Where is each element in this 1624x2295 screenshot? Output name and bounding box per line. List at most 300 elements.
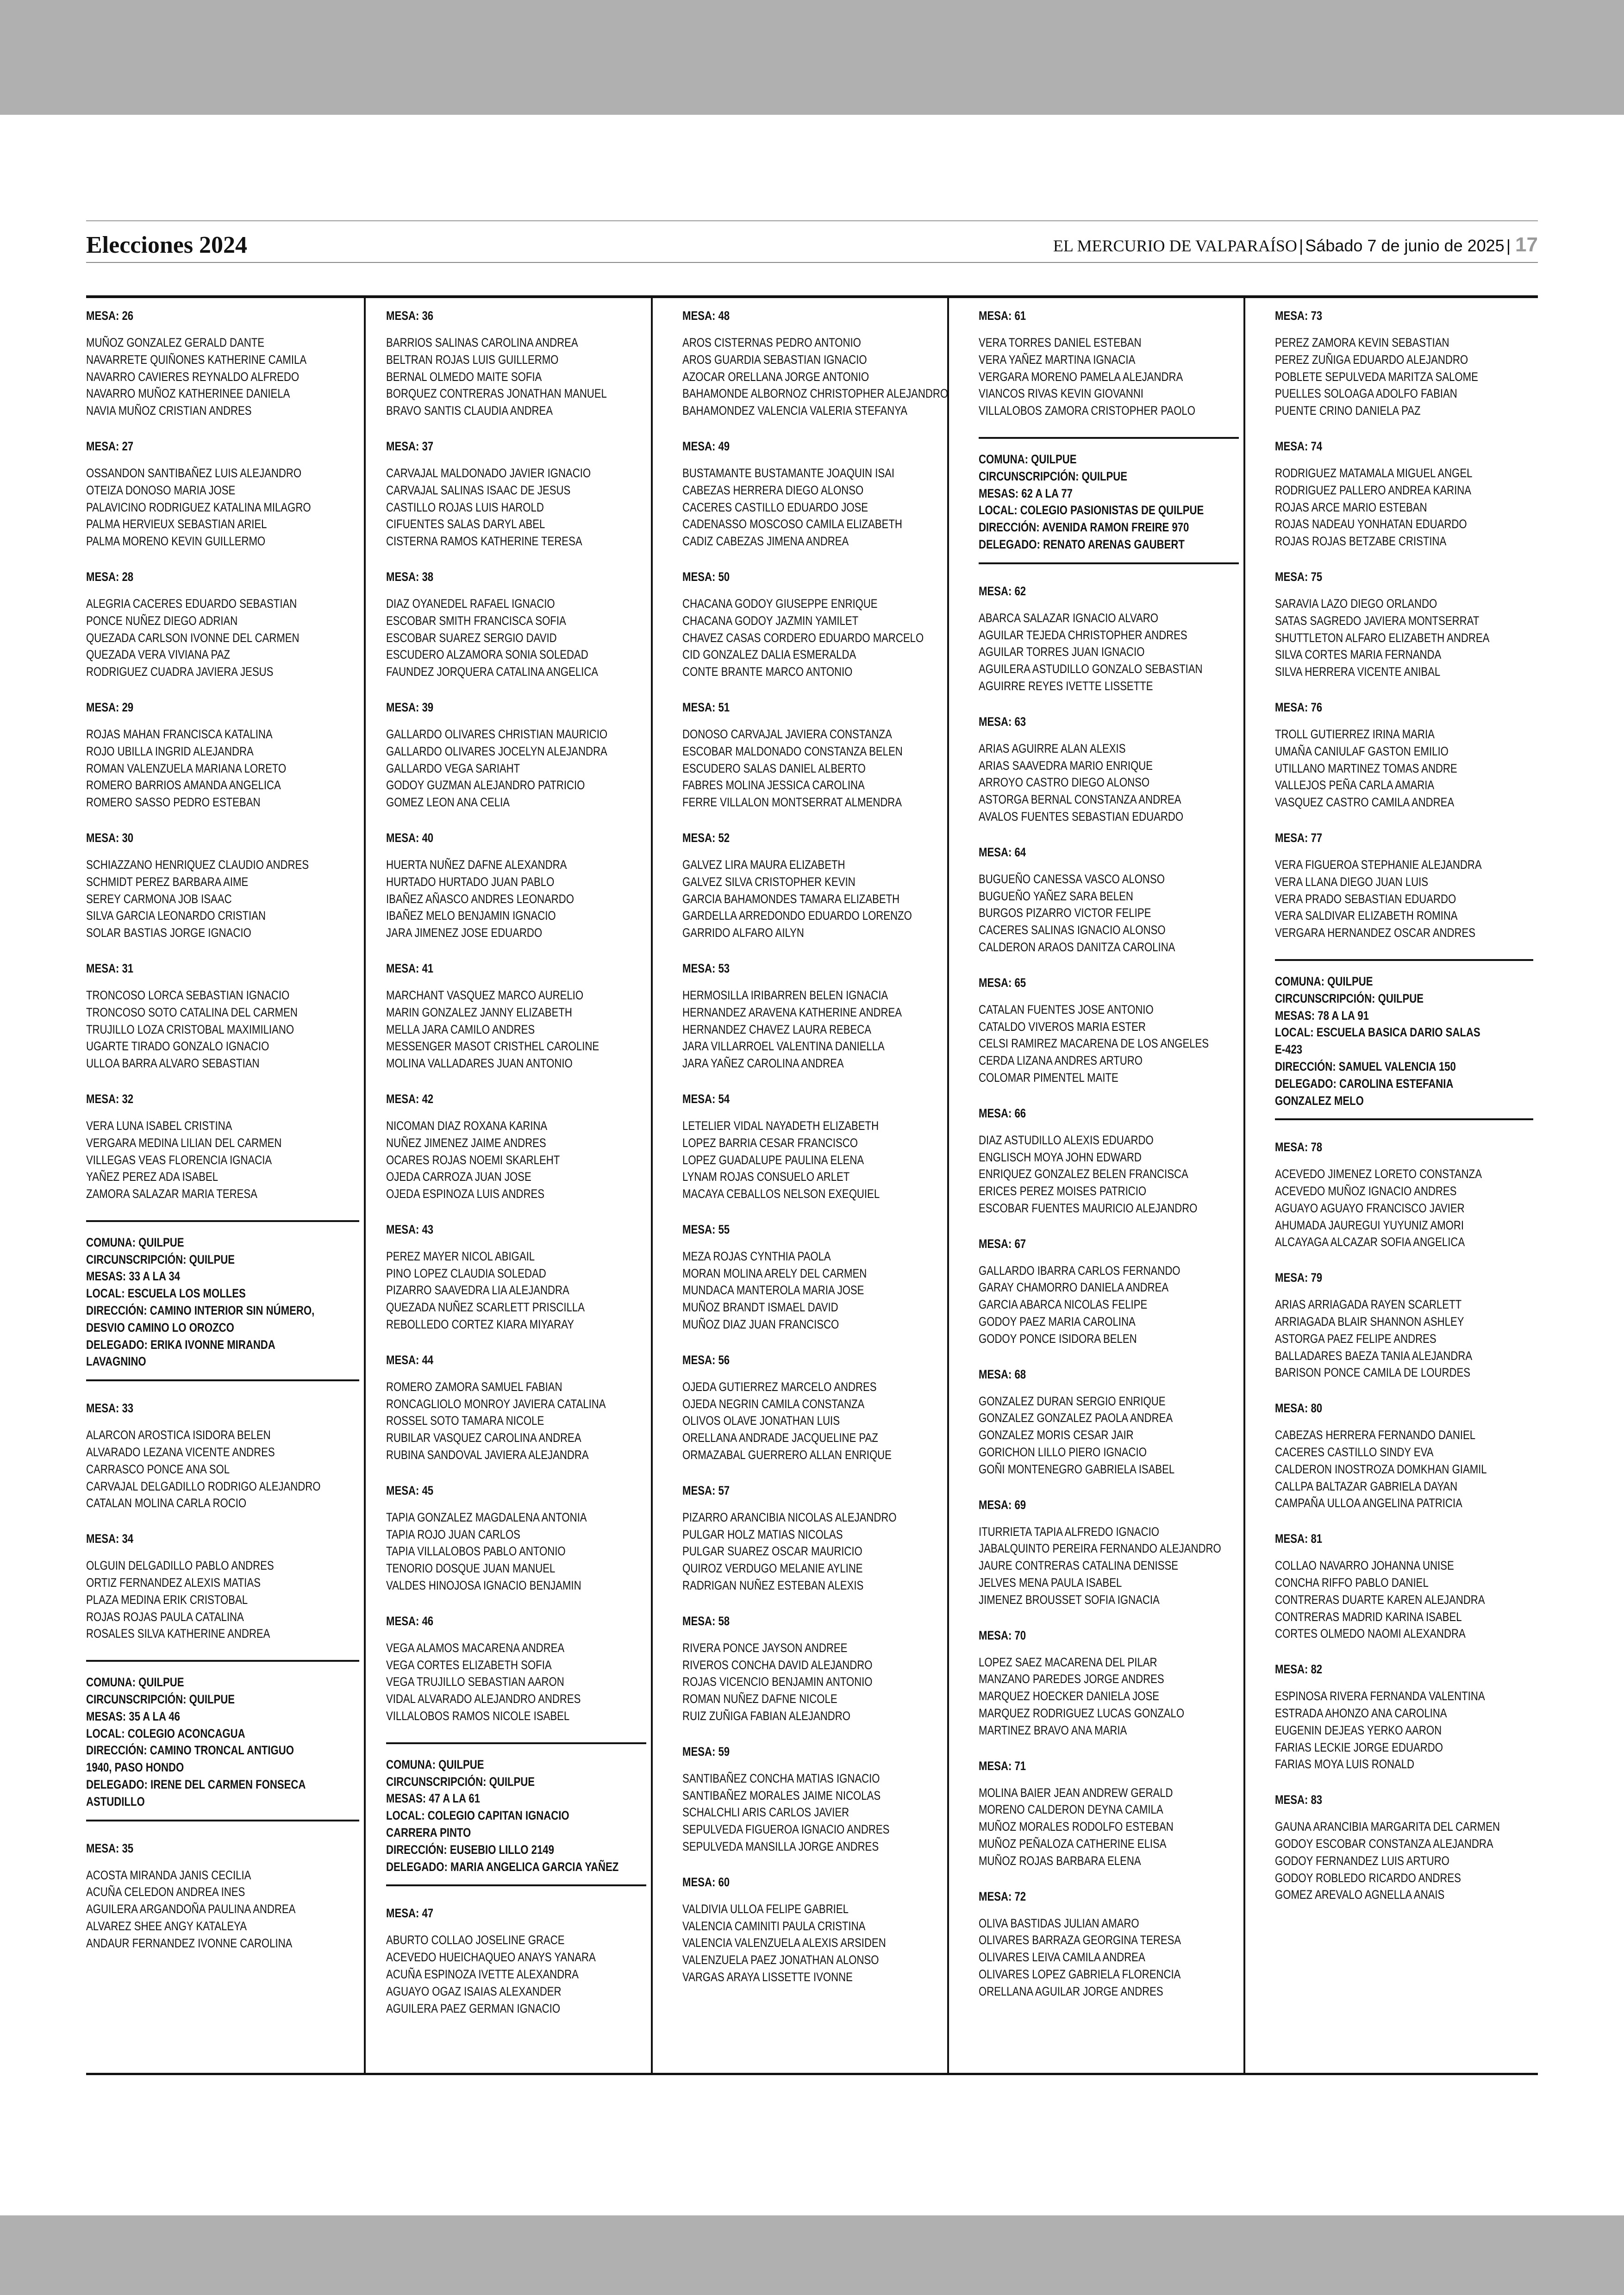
voter-name: PULGAR HOLZ MATIAS NICOLAS bbox=[682, 1527, 843, 1541]
mesa-label: MESA: 47 bbox=[386, 1906, 434, 1921]
voter-list bbox=[86, 987, 359, 1072]
voter-name: OLIVARES BARRAZA GEORGINA TERESA bbox=[979, 1933, 1181, 1947]
voter-name: GAUNA ARANCIBIA MARGARITA DEL CARMEN bbox=[1275, 1820, 1500, 1834]
mesa-label: MESA: 32 bbox=[86, 1091, 134, 1106]
mesa-label: MESA: 78 bbox=[1275, 1140, 1323, 1154]
voter-list bbox=[386, 987, 646, 1072]
voter-name: MUÑOZ PEÑALOZA CATHERINE ELISA bbox=[979, 1837, 1167, 1851]
voter-name: TRONCOSO LORCA SEBASTIAN IGNACIO bbox=[86, 988, 290, 1002]
voter-list bbox=[86, 334, 359, 419]
voter-name: CID GONZALEZ DALIA ESMERALDA bbox=[682, 648, 856, 662]
voter-name: NAVARRETE QUIÑONES KATHERINE CAMILA bbox=[86, 352, 307, 367]
voter-name: MUÑOZ DIAZ JUAN FRANCISCO bbox=[682, 1317, 839, 1332]
voter-name: BUGUEÑO CANESSA VASCO ALONSO bbox=[979, 872, 1165, 886]
voter-list bbox=[386, 1248, 646, 1333]
voter-name: VERA LUNA ISABEL CRISTINA bbox=[86, 1118, 232, 1133]
voter-name: ROJO UBILLA INGRID ALEJANDRA bbox=[86, 744, 254, 758]
voter-name: VERA YAÑEZ MARTINA IGNACIA bbox=[979, 352, 1136, 367]
mesa-label: MESA: 29 bbox=[86, 700, 134, 714]
voter-name: SEREY CARMONA JOB ISAAC bbox=[86, 892, 232, 906]
voter-name: CIFUENTES SALAS DARYL ABEL bbox=[386, 517, 545, 531]
voter-name: PUELLES SOLOAGA ADOLFO FABIAN bbox=[1275, 387, 1457, 401]
voter-name: ROJAS ROJAS BETZABE CRISTINA bbox=[1275, 534, 1447, 549]
voter-list bbox=[682, 726, 943, 811]
info-line: DIRECCIÓN: AVENIDA RAMON FREIRE 970 bbox=[979, 520, 1189, 535]
voter-name: LOPEZ GUADALUPE PAULINA ELENA bbox=[682, 1153, 864, 1167]
voter-name: OCARES ROJAS NOEMI SKARLEHT bbox=[386, 1153, 560, 1167]
voter-name: VERA SALDIVAR ELIZABETH ROMINA bbox=[1275, 909, 1458, 923]
voter-name: PALMA MORENO KEVIN GUILLERMO bbox=[86, 534, 266, 549]
voter-list bbox=[979, 1654, 1239, 1739]
voter-name: RODRIGUEZ MATAMALA MIGUEL ANGEL bbox=[1275, 466, 1473, 480]
voter-name: GARRIDO ALFARO AILYN bbox=[682, 926, 804, 940]
voter-list bbox=[386, 1509, 646, 1594]
voter-list bbox=[979, 334, 1239, 419]
voter-name: ORMAZABAL GUERRERO ALLAN ENRIQUE bbox=[682, 1448, 892, 1462]
voter-list bbox=[682, 334, 949, 419]
column-4 bbox=[966, 298, 1245, 2073]
mesa-label: MESA: 57 bbox=[682, 1483, 730, 1497]
voter-name: UMAÑA CANIULAF GASTON EMILIO bbox=[1275, 744, 1449, 758]
voter-name: AHUMADA JAUREGUI YUYUNIZ AMORI bbox=[1275, 1218, 1464, 1232]
mesa-label: MESA: 76 bbox=[1275, 700, 1323, 714]
voter-name: ULLOA BARRA ALVARO SEBASTIAN bbox=[86, 1056, 260, 1071]
voter-name: TRUJILLO LOZA CRISTOBAL MAXIMILIANO bbox=[86, 1022, 294, 1036]
voter-list bbox=[386, 465, 646, 550]
voter-name: MORAN MOLINA ARELY DEL CARMEN bbox=[682, 1266, 867, 1280]
separator: | bbox=[1299, 236, 1304, 255]
info-line: COMUNA: QUILPUE bbox=[86, 1675, 184, 1690]
voter-name: ALEGRIA CACERES EDUARDO SEBASTIAN bbox=[86, 596, 297, 611]
voter-name: COLLAO NAVARRO JOHANNA UNISE bbox=[1275, 1559, 1454, 1573]
voter-name: PLAZA MEDINA ERIK CRISTOBAL bbox=[86, 1592, 248, 1607]
voter-name: CATALAN MOLINA CARLA ROCIO bbox=[86, 1496, 247, 1510]
voter-name: NICOMAN DIAZ ROXANA KARINA bbox=[386, 1118, 548, 1133]
mesa-label: MESA: 70 bbox=[979, 1628, 1026, 1642]
voter-name: BALLADARES BAEZA TANIA ALEJANDRA bbox=[1275, 1348, 1473, 1363]
voter-list bbox=[1275, 1557, 1533, 1642]
voter-name: ESPINOSA RIVERA FERNANDA VALENTINA bbox=[1275, 1689, 1485, 1703]
mesa-label: MESA: 46 bbox=[386, 1614, 434, 1628]
voter-list bbox=[682, 1770, 943, 1855]
mesa-label: MESA: 68 bbox=[979, 1367, 1026, 1381]
voter-name: ABURTO COLLAO JOSELINE GRACE bbox=[386, 1933, 565, 1947]
voter-name: QUIROZ VERDUGO MELANIE AYLINE bbox=[682, 1561, 863, 1576]
voter-name: VIDAL ALVARADO ALEJANDRO ANDRES bbox=[386, 1692, 581, 1706]
mesa-label: MESA: 49 bbox=[682, 439, 730, 453]
page-header bbox=[86, 220, 1538, 266]
voter-name: OLIVARES LEIVA CAMILA ANDREA bbox=[979, 1950, 1145, 1964]
voter-name: CONTRERAS MADRID KARINA ISABEL bbox=[1275, 1609, 1462, 1624]
info-line: DIRECCIÓN: CAMINO INTERIOR SIN NÚMERO, bbox=[86, 1303, 315, 1318]
voter-name: VEGA TRUJILLO SEBASTIAN AARON bbox=[386, 1675, 564, 1689]
voter-name: ORELLANA AGUILAR JORGE ANDRES bbox=[979, 1984, 1163, 1998]
voter-list bbox=[682, 987, 943, 1072]
voter-name: GARCIA BAHAMONDES TAMARA ELIZABETH bbox=[682, 892, 900, 906]
voter-name: ARRIAGADA BLAIR SHANNON ASHLEY bbox=[1275, 1315, 1464, 1329]
voter-list bbox=[386, 1378, 646, 1464]
column-5 bbox=[1262, 298, 1538, 2073]
bottom-rule bbox=[86, 2073, 1538, 2075]
voter-name: CACERES CASTILLO SINDY EVA bbox=[1275, 1445, 1434, 1459]
voter-name: MARTINEZ BRAVO ANA MARIA bbox=[979, 1723, 1127, 1737]
voter-name: AGUAYO AGUAYO FRANCISCO JAVIER bbox=[1275, 1201, 1465, 1215]
voter-name: MUÑOZ ROJAS BARBARA ELENA bbox=[979, 1853, 1141, 1868]
voter-name: ACEVEDO JIMENEZ LORETO CONSTANZA bbox=[1275, 1167, 1482, 1181]
publication-name: EL MERCURIO DE VALPARAÍSO bbox=[1053, 237, 1297, 255]
voter-list bbox=[682, 1901, 943, 1986]
polling-location-info bbox=[1275, 959, 1533, 1120]
voter-name: VARGAS ARAYA LISSETTE IVONNE bbox=[682, 1970, 853, 1984]
mesa-label: MESA: 61 bbox=[979, 309, 1026, 323]
voter-name: VERGARA MEDINA LILIAN DEL CARMEN bbox=[86, 1135, 282, 1150]
voter-list bbox=[86, 465, 359, 550]
voter-name: MARQUEZ RODRIGUEZ LUCAS GONZALO bbox=[979, 1706, 1185, 1721]
voter-name: PALMA HERVIEUX SEBASTIAN ARIEL bbox=[86, 517, 267, 531]
voter-list bbox=[682, 465, 943, 550]
voter-name: CERDA LIZANA ANDRES ARTURO bbox=[979, 1054, 1143, 1068]
voter-name: PEREZ ZUÑIGA EDUARDO ALEJANDRO bbox=[1275, 352, 1468, 367]
voter-name: ROSALES SILVA KATHERINE ANDREA bbox=[86, 1627, 270, 1641]
voter-name: GODOY PAEZ MARIA CAROLINA bbox=[979, 1315, 1136, 1329]
mesa-label: MESA: 58 bbox=[682, 1614, 730, 1628]
voter-name: JAURE CONTRERAS CATALINA DENISSE bbox=[979, 1559, 1178, 1573]
info-line: LOCAL: COLEGIO ACONCAGUA bbox=[86, 1726, 245, 1740]
mesa-label: MESA: 80 bbox=[1275, 1401, 1323, 1416]
voter-name: MACAYA CEBALLOS NELSON EXEQUIEL bbox=[682, 1187, 880, 1201]
voter-name: NAVARRO MUÑOZ KATHERINEE DANIELA bbox=[86, 387, 290, 401]
mesa-label: MESA: 75 bbox=[1275, 569, 1323, 584]
info-line: DIRECCIÓN: SAMUEL VALENCIA 150 bbox=[1275, 1059, 1456, 1073]
voter-name: AGUIRRE REYES IVETTE LISSETTE bbox=[979, 679, 1153, 693]
voter-name: ENGLISCH MOYA JOHN EDWARD bbox=[979, 1150, 1142, 1164]
voter-name: ALARCON AROSTICA ISIDORA BELEN bbox=[86, 1428, 271, 1442]
info-line: CIRCUNSCRIPCIÓN: QUILPUE bbox=[979, 469, 1128, 483]
mesa-label: MESA: 66 bbox=[979, 1106, 1026, 1120]
voter-name: CARVAJAL MALDONADO JAVIER IGNACIO bbox=[386, 466, 591, 480]
voter-list bbox=[979, 1262, 1239, 1347]
column-3 bbox=[669, 298, 949, 2073]
voter-name: ESCUDERO ALZAMORA SONIA SOLEDAD bbox=[386, 648, 588, 662]
voter-name: POBLETE SEPULVEDA MARITZA SALOME bbox=[1275, 369, 1478, 384]
voter-name: PIZARRO SAAVEDRA LIA ALEJANDRA bbox=[386, 1283, 569, 1297]
mesa-label: MESA: 52 bbox=[682, 830, 730, 845]
voter-list bbox=[682, 1248, 943, 1333]
mesa-label: MESA: 48 bbox=[682, 309, 730, 323]
voter-name: ANDAUR FERNANDEZ IVONNE CAROLINA bbox=[86, 1936, 293, 1950]
voter-name: MARQUEZ HOECKER DANIELA JOSE bbox=[979, 1689, 1159, 1703]
voter-list bbox=[1275, 856, 1533, 942]
mesa-label: MESA: 45 bbox=[386, 1483, 434, 1497]
mesa-label: MESA: 64 bbox=[979, 845, 1026, 859]
voter-name: CARVAJAL DELGADILLO RODRIGO ALEJANDRO bbox=[86, 1479, 321, 1493]
voter-name: HURTADO HURTADO JUAN PABLO bbox=[386, 874, 555, 889]
voter-name: SCHALCHLI ARIS CARLOS JAVIER bbox=[682, 1805, 849, 1820]
voter-list bbox=[682, 595, 943, 680]
voter-name: PEREZ ZAMORA KEVIN SEBASTIAN bbox=[1275, 336, 1449, 349]
column-2 bbox=[373, 298, 653, 2073]
voter-name: ALVARADO LEZANA VICENTE ANDRES bbox=[86, 1445, 275, 1459]
mesa-label: MESA: 35 bbox=[86, 1841, 134, 1855]
header-rule bbox=[86, 262, 1538, 263]
voter-name: AGUILERA ASTUDILLO GONZALO SEBASTIAN bbox=[979, 662, 1203, 676]
voter-name: HUERTA NUÑEZ DAFNE ALEXANDRA bbox=[386, 857, 567, 872]
voter-list bbox=[1275, 1427, 1533, 1512]
voter-name: RIVERA PONCE JAYSON ANDREE bbox=[682, 1640, 848, 1655]
voter-name: QUEZADA NUÑEZ SCARLETT PRISCILLA bbox=[386, 1300, 585, 1315]
mesa-label: MESA: 33 bbox=[86, 1401, 134, 1416]
voter-name: VASQUEZ CASTRO CAMILA ANDREA bbox=[1275, 795, 1455, 810]
voter-name: VERA LLANA DIEGO JUAN LUIS bbox=[1275, 874, 1428, 889]
voter-name: GARAY CHAMORRO DANIELA ANDREA bbox=[979, 1280, 1169, 1295]
voter-name: ABARCA SALAZAR IGNACIO ALVARO bbox=[979, 611, 1158, 625]
voter-name: ROJAS MAHAN FRANCISCA KATALINA bbox=[86, 727, 273, 741]
voter-name: VALENCIA VALENZUELA ALEXIS ARSIDEN bbox=[682, 1936, 886, 1950]
voter-name: PIZARRO ARANCIBIA NICOLAS ALEJANDRO bbox=[682, 1510, 897, 1524]
info-line: DIRECCIÓN: CAMINO TRONCAL ANTIGUO bbox=[86, 1743, 294, 1758]
voter-name: ALCAYAGA ALCAZAR SOFIA ANGELICA bbox=[1275, 1235, 1465, 1249]
mesa-label: MESA: 67 bbox=[979, 1236, 1026, 1251]
voter-name: ZAMORA SALAZAR MARIA TERESA bbox=[86, 1187, 257, 1201]
voter-name: CABEZAS HERRERA FERNANDO DANIEL bbox=[1275, 1428, 1476, 1442]
mesa-label: MESA: 53 bbox=[682, 961, 730, 975]
voter-name: RADRIGAN NUÑEZ ESTEBAN ALEXIS bbox=[682, 1578, 864, 1593]
voter-list bbox=[682, 1117, 943, 1203]
voter-name: PEREZ MAYER NICOL ABIGAIL bbox=[386, 1249, 535, 1263]
voter-name: FAUNDEZ JORQUERA CATALINA ANGELICA bbox=[386, 665, 599, 679]
voter-name: EUGENIN DEJEAS YERKO AARON bbox=[1275, 1723, 1442, 1737]
voter-name: NUÑEZ JIMENEZ JAIME ANDRES bbox=[386, 1135, 546, 1150]
voter-name: CACERES SALINAS IGNACIO ALONSO bbox=[979, 923, 1166, 937]
voter-name: LOPEZ SAEZ MACARENA DEL PILAR bbox=[979, 1655, 1157, 1669]
info-line: MESAS: 62 A LA 77 bbox=[979, 486, 1073, 500]
voter-list bbox=[1275, 1166, 1533, 1251]
voter-name: RUIZ ZUÑIGA FABIAN ALEJANDRO bbox=[682, 1709, 850, 1723]
voter-name: ESTRADA AHONZO ANA CAROLINA bbox=[1275, 1706, 1447, 1721]
voter-name: LETELIER VIDAL NAYADETH ELIZABETH bbox=[682, 1118, 879, 1133]
voter-name: OLIVA BASTIDAS JULIAN AMARO bbox=[979, 1916, 1139, 1930]
voter-name: GALVEZ SILVA CRISTOPHER KEVIN bbox=[682, 874, 856, 889]
voter-list bbox=[979, 871, 1239, 956]
voter-name: SILVA GARCIA LEONARDO CRISTIAN bbox=[86, 909, 266, 923]
voter-name: JARA VILLARROEL VALENTINA DANIELLA bbox=[682, 1039, 885, 1054]
voter-list bbox=[1275, 595, 1533, 680]
voter-list bbox=[979, 1915, 1239, 2000]
voter-name: ROJAS VICENCIO BENJAMIN ANTONIO bbox=[682, 1675, 873, 1689]
voter-list bbox=[1275, 726, 1533, 811]
info-line: LOCAL: COLEGIO CAPITAN IGNACIO bbox=[386, 1809, 569, 1823]
voter-list bbox=[979, 1132, 1239, 1217]
mesa-label: MESA: 54 bbox=[682, 1091, 730, 1106]
voter-name: CELSI RAMIREZ MACARENA DE LOS ANGELES bbox=[979, 1036, 1209, 1051]
info-line: DELEGADO: RENATO ARENAS GAUBERT bbox=[979, 537, 1185, 551]
voter-name: MUNDACA MANTEROLA MARIA JOSE bbox=[682, 1283, 864, 1297]
voter-name: PUENTE CRINO DANIELA PAZ bbox=[1275, 404, 1421, 418]
mesa-label: MESA: 28 bbox=[86, 569, 134, 584]
voter-name: GODOY ESCOBAR CONSTANZA ALEJANDRA bbox=[1275, 1837, 1493, 1851]
voter-name: FERRE VILLALON MONTSERRAT ALMENDRA bbox=[682, 795, 902, 810]
voter-name: VILLALOBOS RAMOS NICOLE ISABEL bbox=[386, 1709, 570, 1723]
voter-name: MARIN GONZALEZ JANNY ELIZABETH bbox=[386, 1005, 572, 1019]
voter-name: AGUILAR TORRES JUAN IGNACIO bbox=[979, 645, 1145, 659]
voter-list bbox=[1275, 1688, 1533, 1773]
voter-name: NAVIA MUÑOZ CRISTIAN ANDRES bbox=[86, 404, 252, 418]
voter-name: RODRIGUEZ PALLERO ANDREA KARINA bbox=[1275, 483, 1472, 497]
voter-name: OLIVARES LOPEZ GABRIELA FLORENCIA bbox=[979, 1967, 1181, 1981]
voter-name: SILVA HERRERA VICENTE ANIBAL bbox=[1275, 665, 1441, 679]
voter-list bbox=[979, 740, 1239, 825]
voter-name: VEGA CORTES ELIZABETH SOFIA bbox=[386, 1658, 552, 1672]
mesa-label: MESA: 81 bbox=[1275, 1532, 1323, 1546]
voter-name: ARIAS AGUIRRE ALAN ALEXIS bbox=[979, 741, 1126, 755]
voter-name: ROJAS ROJAS PAULA CATALINA bbox=[86, 1609, 244, 1624]
voter-name: AGUILAR TEJEDA CHRISTOPHER ANDRES bbox=[979, 628, 1187, 642]
polling-location-info bbox=[386, 1742, 646, 1887]
mesa-label: MESA: 43 bbox=[386, 1222, 434, 1236]
voter-name: ALVAREZ SHEE ANGY KATALEYA bbox=[86, 1919, 247, 1933]
voter-name: JARA JIMENEZ JOSE EDUARDO bbox=[386, 926, 543, 940]
voter-list bbox=[1275, 1818, 1533, 1903]
voter-name: CACERES CASTILLO EDUARDO JOSE bbox=[682, 500, 868, 514]
column-1 bbox=[86, 298, 366, 2073]
voter-name: MOLINA VALLADARES JUAN ANTONIO bbox=[386, 1056, 573, 1071]
voter-name: GALLARDO OLIVARES JOCELYN ALEJANDRA bbox=[386, 744, 607, 758]
info-line: CARRERA PINTO bbox=[386, 1826, 471, 1840]
info-line: DELEGADO: ERIKA IVONNE MIRANDA bbox=[86, 1337, 275, 1352]
voter-name: MANZANO PAREDES JORGE ANDRES bbox=[979, 1672, 1164, 1686]
voter-name: TAPIA GONZALEZ MAGDALENA ANTONIA bbox=[386, 1510, 587, 1524]
info-line: LOCAL: ESCUELA LOS MOLLES bbox=[86, 1286, 246, 1301]
voter-name: CORTES OLMEDO NAOMI ALEXANDRA bbox=[1275, 1627, 1466, 1641]
voter-name: OLIVOS OLAVE JONATHAN LUIS bbox=[682, 1414, 840, 1428]
voter-list bbox=[386, 1932, 646, 2017]
voter-name: LYNAM ROJAS CONSUELO ARLET bbox=[682, 1170, 850, 1184]
mesa-label: MESA: 77 bbox=[1275, 830, 1323, 845]
voter-name: CARVAJAL SALINAS ISAAC DE JESUS bbox=[386, 483, 571, 497]
voter-name: CALLPA BALTAZAR GABRIELA DAYAN bbox=[1275, 1479, 1458, 1493]
mesa-label: MESA: 56 bbox=[682, 1353, 730, 1367]
separator: | bbox=[1506, 236, 1511, 255]
voter-name: MELLA JARA CAMILO ANDRES bbox=[386, 1022, 535, 1036]
info-line: 1940, PASO HONDO bbox=[86, 1760, 184, 1775]
mesa-label: MESA: 55 bbox=[682, 1222, 730, 1236]
voter-name: SOLAR BASTIAS JORGE IGNACIO bbox=[86, 926, 251, 940]
voter-name: UGARTE TIRADO GONZALO IGNACIO bbox=[86, 1039, 269, 1054]
page-number: 17 bbox=[1515, 233, 1538, 256]
mesa-label: MESA: 38 bbox=[386, 569, 434, 584]
voter-name: ROMERO ZAMORA SAMUEL FABIAN bbox=[386, 1379, 562, 1394]
voter-list bbox=[386, 1117, 646, 1203]
voter-name: OJEDA CARROZA JUAN JOSE bbox=[386, 1170, 531, 1184]
voter-name: ACEVEDO MUÑOZ IGNACIO ANDRES bbox=[1275, 1184, 1457, 1198]
voter-name: DIAZ OYANEDEL RAFAEL IGNACIO bbox=[386, 596, 555, 611]
voter-name: ORTIZ FERNANDEZ ALEXIS MATIAS bbox=[86, 1576, 261, 1590]
voter-name: BORQUEZ CONTRERAS JONATHAN MANUEL bbox=[386, 387, 607, 401]
mesa-label: MESA: 71 bbox=[979, 1759, 1026, 1773]
voter-name: SILVA CORTES MARIA FERNANDA bbox=[1275, 648, 1442, 662]
voter-list bbox=[86, 1557, 359, 1642]
voter-name: AROS GUARDIA SEBASTIAN IGNACIO bbox=[682, 352, 867, 367]
voter-name: SANTIBAÑEZ MORALES JAIME NICOLAS bbox=[682, 1788, 881, 1802]
voter-name: SCHMIDT PEREZ BARBARA AIME bbox=[86, 874, 249, 889]
voter-name: CARRASCO PONCE ANA SOL bbox=[86, 1462, 230, 1476]
voter-name: OTEIZA DONOSO MARIA JOSE bbox=[86, 483, 236, 497]
voter-name: SEPULVEDA MANSILLA JORGE ANDRES bbox=[682, 1840, 879, 1854]
mesa-label: MESA: 27 bbox=[86, 439, 134, 453]
voter-name: HERNANDEZ ARAVENA KATHERINE ANDREA bbox=[682, 1005, 902, 1019]
voter-name: FABRES MOLINA JESSICA CAROLINA bbox=[682, 778, 865, 792]
voter-list bbox=[86, 1117, 359, 1203]
voter-name: CABEZAS HERRERA DIEGO ALONSO bbox=[682, 483, 864, 497]
voter-name: ACOSTA MIRANDA JANIS CECILIA bbox=[86, 1868, 251, 1882]
voter-name: OSSANDON SANTIBAÑEZ LUIS ALEJANDRO bbox=[86, 466, 302, 480]
voter-name: MARCHANT VASQUEZ MARCO AURELIO bbox=[386, 988, 584, 1002]
voter-name: CALDERON ARAOS DANITZA CAROLINA bbox=[979, 940, 1175, 954]
voter-name: CHAVEZ CASAS CORDERO EDUARDO MARCELO bbox=[682, 630, 924, 645]
mesa-label: MESA: 62 bbox=[979, 584, 1026, 598]
section-title: Elecciones 2024 bbox=[86, 232, 248, 258]
publication-date: Sábado 7 de junio de 2025 bbox=[1305, 236, 1505, 255]
voter-name: VALENCIA CAMINITI PAULA CRISTINA bbox=[682, 1919, 866, 1933]
voter-name: CISTERNA RAMOS KATHERINE TERESA bbox=[386, 534, 582, 549]
mesa-label: MESA: 39 bbox=[386, 700, 434, 714]
voter-name: SHUTTLETON ALFARO ELIZABETH ANDREA bbox=[1275, 630, 1490, 645]
voter-name: RUBILAR VASQUEZ CAROLINA ANDREA bbox=[386, 1431, 581, 1445]
voter-name: SARAVIA LAZO DIEGO ORLANDO bbox=[1275, 596, 1437, 611]
info-line: LOCAL: COLEGIO PASIONISTAS DE QUILPUE bbox=[979, 503, 1204, 518]
voter-name: GONZALEZ DURAN SERGIO ENRIQUE bbox=[979, 1394, 1166, 1408]
voter-name: HERNANDEZ CHAVEZ LAURA REBECA bbox=[682, 1022, 872, 1036]
voter-name: VALENZUELA PAEZ JONATHAN ALONSO bbox=[682, 1953, 879, 1967]
voter-name: BUGUEÑO YAÑEZ SARA BELEN bbox=[979, 889, 1133, 903]
voter-list bbox=[979, 1523, 1239, 1609]
voter-list bbox=[86, 856, 359, 942]
voter-name: SEPULVEDA FIGUEROA IGNACIO ANDRES bbox=[682, 1822, 890, 1837]
voter-name: JIMENEZ BROUSSET SOFIA IGNACIA bbox=[979, 1592, 1160, 1607]
info-line: GONZALEZ MELO bbox=[1275, 1093, 1364, 1108]
voter-name: VILLALOBOS ZAMORA CRISTOPHER PAOLO bbox=[979, 404, 1195, 418]
voter-name: ARROYO CASTRO DIEGO ALONSO bbox=[979, 775, 1150, 790]
voter-name: GONZALEZ GONZALEZ PAOLA ANDREA bbox=[979, 1411, 1173, 1425]
voter-name: ERICES PEREZ MOISES PATRICIO bbox=[979, 1184, 1147, 1198]
voter-name: GOMEZ LEON ANA CELIA bbox=[386, 795, 510, 810]
voter-name: GODOY GUZMAN ALEJANDRO PATRICIO bbox=[386, 778, 585, 792]
voter-name: GODOY ROBLEDO RICARDO ANDRES bbox=[1275, 1871, 1461, 1885]
voter-name: MESSENGER MASOT CRISTHEL CAROLINE bbox=[386, 1039, 600, 1054]
voter-name: TRONCOSO SOTO CATALINA DEL CARMEN bbox=[86, 1005, 298, 1019]
newspaper-page bbox=[0, 115, 1624, 2215]
voter-name: PINO LOPEZ CLAUDIA SOLEDAD bbox=[386, 1266, 546, 1280]
voter-name: ASTORGA PAEZ FELIPE ANDRES bbox=[1275, 1331, 1437, 1346]
voter-name: ESCOBAR FUENTES MAURICIO ALEJANDRO bbox=[979, 1201, 1198, 1215]
voter-list bbox=[86, 1867, 359, 1952]
voter-name: GALLARDO VEGA SARIAHT bbox=[386, 761, 520, 775]
voter-list bbox=[979, 1784, 1239, 1870]
mesa-label: MESA: 37 bbox=[386, 439, 434, 453]
voter-name: JABALQUINTO PEREIRA FERNANDO ALEJANDRO bbox=[979, 1541, 1221, 1556]
voter-name: ROMAN VALENZUELA MARIANA LORETO bbox=[86, 761, 287, 775]
voter-list bbox=[386, 595, 646, 680]
voter-list bbox=[1275, 465, 1533, 550]
voter-name: UTILLANO MARTINEZ TOMAS ANDRE bbox=[1275, 761, 1457, 775]
voter-name: PULGAR SUAREZ OSCAR MAURICIO bbox=[682, 1544, 862, 1559]
voter-list bbox=[386, 1640, 646, 1725]
voter-name: GODOY PONCE ISIDORA BELEN bbox=[979, 1331, 1137, 1346]
voter-name: CHACANA GODOY JAZMIN YAMILET bbox=[682, 613, 859, 628]
voter-list bbox=[86, 1427, 359, 1512]
mesa-label: MESA: 74 bbox=[1275, 439, 1323, 453]
voter-name: GALLARDO OLIVARES CHRISTIAN MAURICIO bbox=[386, 727, 608, 741]
